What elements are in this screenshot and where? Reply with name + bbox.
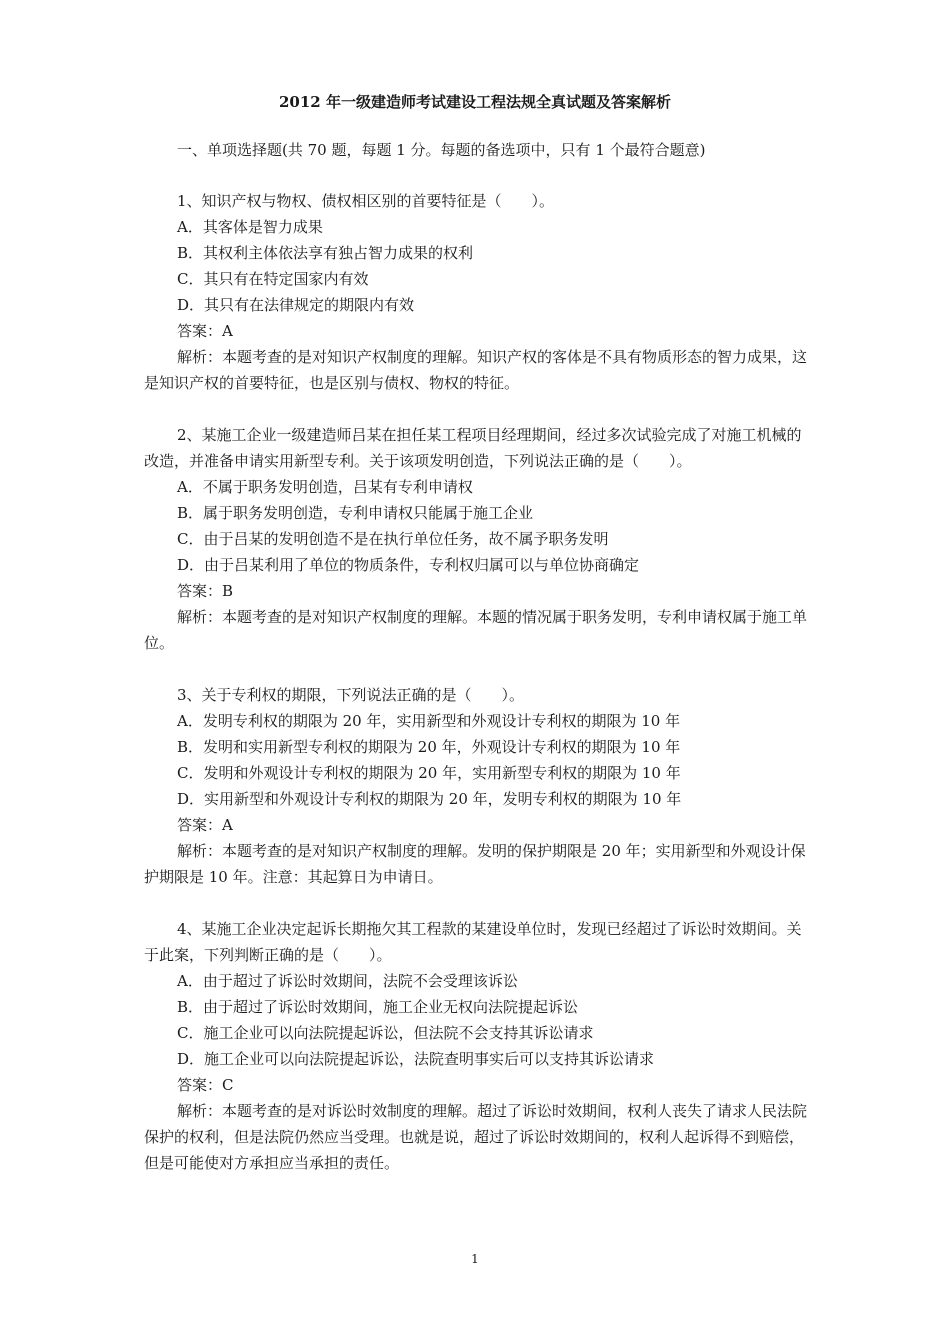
answer: 答案：C: [177, 1076, 234, 1094]
option-b: B．属于职务发明创造，专利申请权只能属于施工企业: [177, 504, 534, 522]
explanation: 解析：本题考查的是对知识产权制度的理解。知识产权的客体是不具有物质形态的智力成果，这是知识产权的首要特征，也是区别与债权、物权的特征。: [144, 348, 808, 392]
document-title: 2012 年一级建造师考试建设工程法规全真试题及答案解析: [279, 93, 671, 111]
section-heading: 一、单项选择题(共 70 题，每题 1 分。每题的备选项中，只有 1 个最符合题意): [177, 141, 706, 159]
option-b: B．由于超过了诉讼时效期间，施工企业无权向法院提起诉讼: [177, 998, 579, 1016]
question-stem: 1、知识产权与物权、债权相区别的首要特征是（ ）。: [177, 192, 555, 210]
question-list: [144, 188, 810, 1202]
answer: 答案：B: [177, 582, 234, 600]
explanation: 解析：本题考查的是对知识产权制度的理解。本题的情况属于职务发明，专利申请权属于施工单位。: [144, 608, 808, 652]
option-a: A．不属于职务发明创造，吕某有专利申请权: [177, 478, 473, 496]
option-a: A．由于超过了诉讼时效期间，法院不会受理该诉讼: [177, 972, 518, 990]
answer: 答案：A: [177, 322, 233, 340]
option-a: A．发明专利权的期限为 20 年，实用新型和外观设计专利权的期限为 10 年: [177, 712, 681, 730]
option-b: B．其权利主体依法享有独占智力成果的权利: [177, 244, 474, 262]
option-d: D．施工企业可以向法院提起诉讼，法院查明事实后可以支持其诉讼请求: [177, 1050, 655, 1068]
option-c: C．施工企业可以向法院提起诉讼，但法院不会支持其诉讼请求: [177, 1024, 594, 1042]
question-stem: 3、关于专利权的期限，下列说法正确的是（ ）。: [177, 686, 525, 704]
option-a: A．其客体是智力成果: [177, 218, 323, 236]
answer: 答案：A: [177, 816, 233, 834]
explanation: 解析：本题考查的是对知识产权制度的理解。发明的保护期限是 20 年；实用新型和外观设计保护期限是 10 年。注意：其起算日为申请日。: [144, 842, 806, 886]
explanation: 解析：本题考查的是对诉讼时效制度的理解。超过了诉讼时效期间，权利人丧失了请求人民法院保护的权利，但是法院仍然应当受理。也就是说，超过了诉讼时效期间的，权利人起诉得不到赔偿，但是可能使对方承担应当承担的责任。: [144, 1102, 808, 1172]
question-stem: 4、某施工企业决定起诉长期拖欠其工程款的某建设单位时，发现已经超过了诉讼时效期间。关于此案，下列判断正确的是（ ）。: [144, 920, 802, 964]
option-c: C．发明和外观设计专利权的期限为 20 年，实用新型专利权的期限为 10 年: [177, 764, 681, 782]
option-c: C．其只有在特定国家内有效: [177, 270, 369, 288]
question-3: [144, 682, 810, 890]
option-d: D．其只有在法律规定的期限内有效: [177, 296, 415, 314]
question-stem: 2、某施工企业一级建造师吕某在担任某工程项目经理期间，经过多次试验完成了对施工机械的改造，并准备申请实用新型专利。关于该项发明创造，下列说法正确的是（ ）。: [144, 426, 802, 470]
option-d: D．由于吕某利用了单位的物质条件，专利权归属可以与单位协商确定: [177, 556, 640, 574]
option-c: C．由于吕某的发明创造不是在执行单位任务，故不属予职务发明: [177, 530, 609, 548]
question-4: [144, 916, 810, 1176]
question-1: [144, 188, 810, 396]
option-b: B．发明和实用新型专利权的期限为 20 年，外观设计专利权的期限为 10 年: [177, 738, 681, 756]
option-d: D．实用新型和外观设计专利权的期限为 20 年，发明专利权的期限为 10 年: [177, 790, 682, 808]
question-2: [144, 422, 810, 656]
page-number: 1: [471, 1252, 479, 1266]
